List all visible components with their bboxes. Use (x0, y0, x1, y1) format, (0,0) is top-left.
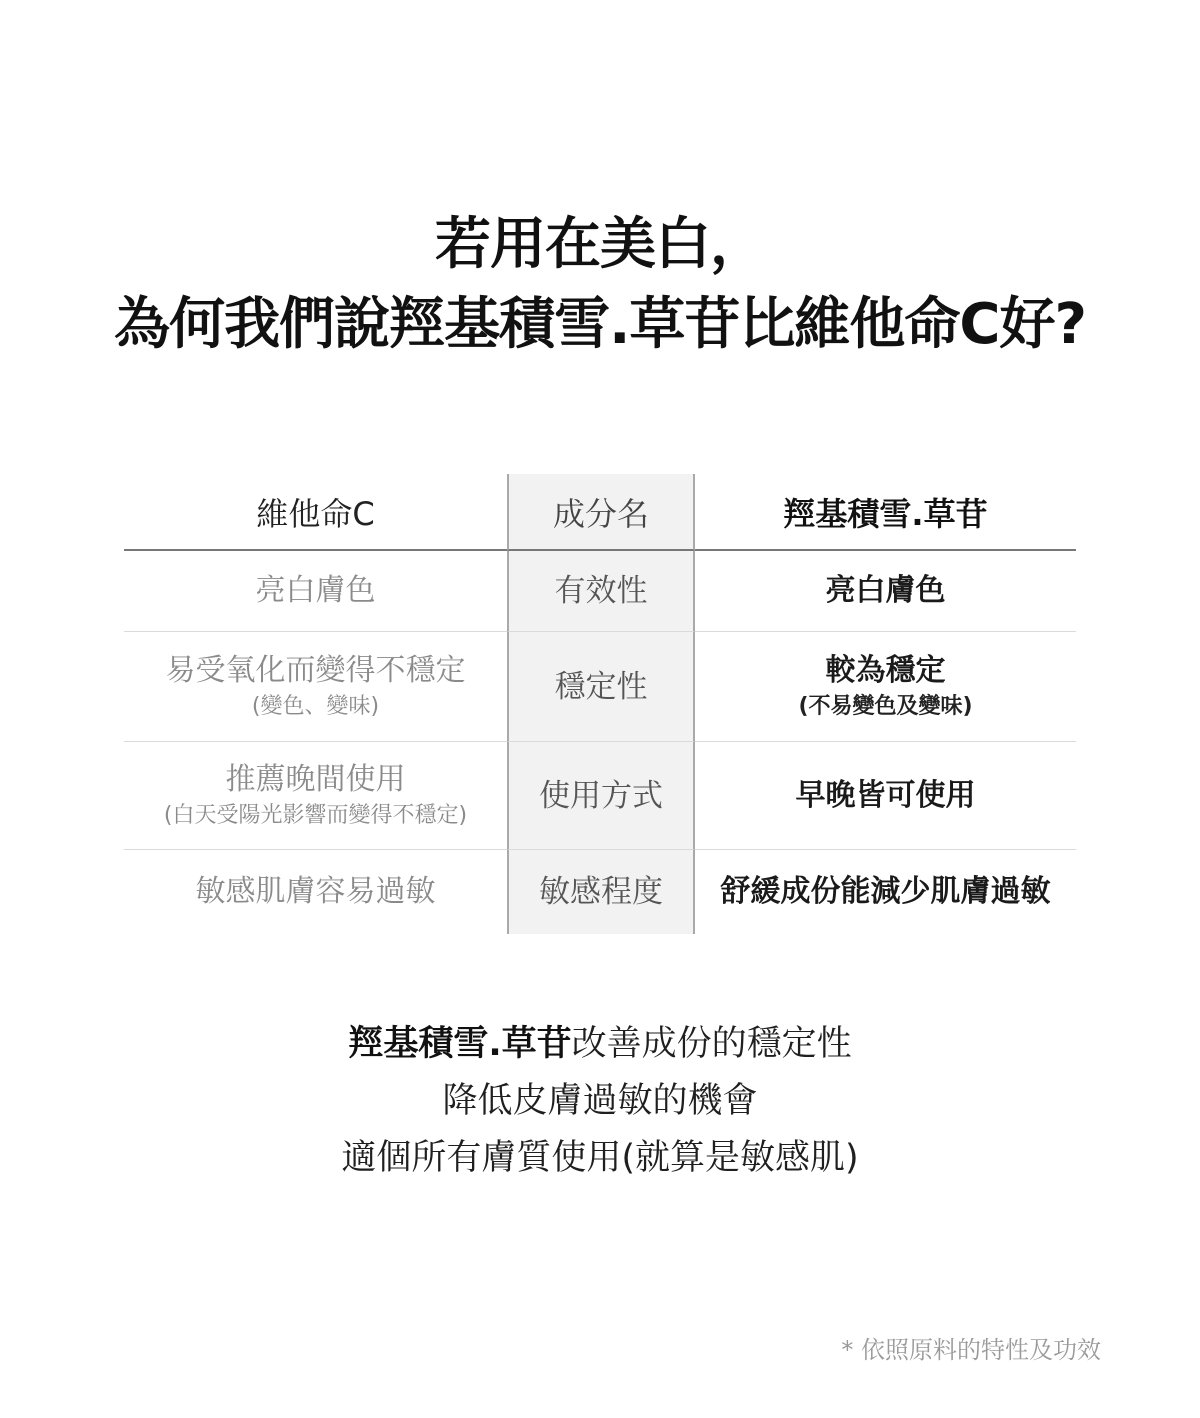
cell-note: (不易變色及變味) (798, 693, 973, 719)
title-line-2 (0, 285, 1200, 365)
cell-text: 穩定性 (554, 668, 648, 705)
table-row-1-criterion (507, 551, 695, 632)
cell-text: 亮白膚色 (255, 573, 376, 608)
cell-note: (白天受陽光影響而變得不穩定) (163, 802, 468, 828)
summary-line-2: 降低皮膚過敏的機會 (442, 1081, 758, 1121)
table-row-3-right (695, 742, 1076, 850)
summary-line-3: 適個所有膚質使用(就算是敏感肌) (341, 1138, 859, 1178)
title-product-name: 羥基積雪.草苷 (389, 292, 740, 357)
title-line-1: 若用在美白， (435, 212, 765, 277)
summary-line-1 (0, 1016, 1200, 1073)
title-line-2-suffix: 比維他命C好? (739, 292, 1086, 357)
table-row-1-left (124, 551, 507, 632)
header-label-middle: 成分名 (552, 494, 649, 533)
page-title (0, 205, 1200, 365)
header-label-right: 羥基積雪.草苷 (783, 494, 988, 533)
title-line-2-prefix: 為何我們說 (114, 292, 390, 357)
table-row-1-right (695, 551, 1076, 632)
table-header-ingredient (507, 474, 695, 551)
cell-text: 舒緩成份能減少肌膚過敏 (720, 874, 1051, 909)
table-row-4-right (695, 850, 1076, 934)
summary-product-name: 羥基積雪.草苷 (348, 1024, 572, 1064)
cell-text: 敏感肌膚容易過敏 (195, 874, 436, 909)
cell-text: 敏感程度 (539, 874, 663, 910)
table-header-product (695, 474, 1076, 551)
cell-text: 較為穩定 (825, 652, 946, 688)
cell-text: 易受氧化而變得不穩定 (165, 652, 466, 688)
table-row-3-left (124, 742, 507, 850)
cell-text: 有效性 (554, 573, 648, 609)
cell-text: 推薦晚間使用 (225, 761, 406, 797)
cell-text: 早晚皆可使用 (795, 777, 976, 813)
table-row-2-left (124, 632, 507, 742)
table-header-vitamin-c (124, 474, 507, 551)
table-row-2-right (695, 632, 1076, 742)
cell-text: 亮白膚色 (825, 573, 946, 608)
footnote: * 依照原料的特性及功效 (841, 1336, 1101, 1364)
comparison-table (124, 474, 1076, 934)
header-label-left: 維他命C (256, 494, 375, 533)
cell-note: (變色、變味) (251, 693, 380, 719)
table-row-4-left (124, 850, 507, 934)
cell-text: 使用方式 (539, 777, 663, 814)
table-row-4-criterion (507, 850, 695, 934)
summary-line-1-rest: 改善成份的穩定性 (571, 1024, 852, 1064)
summary-text (0, 1016, 1200, 1187)
table-row-3-criterion (507, 742, 695, 850)
table-row-2-criterion (507, 632, 695, 742)
